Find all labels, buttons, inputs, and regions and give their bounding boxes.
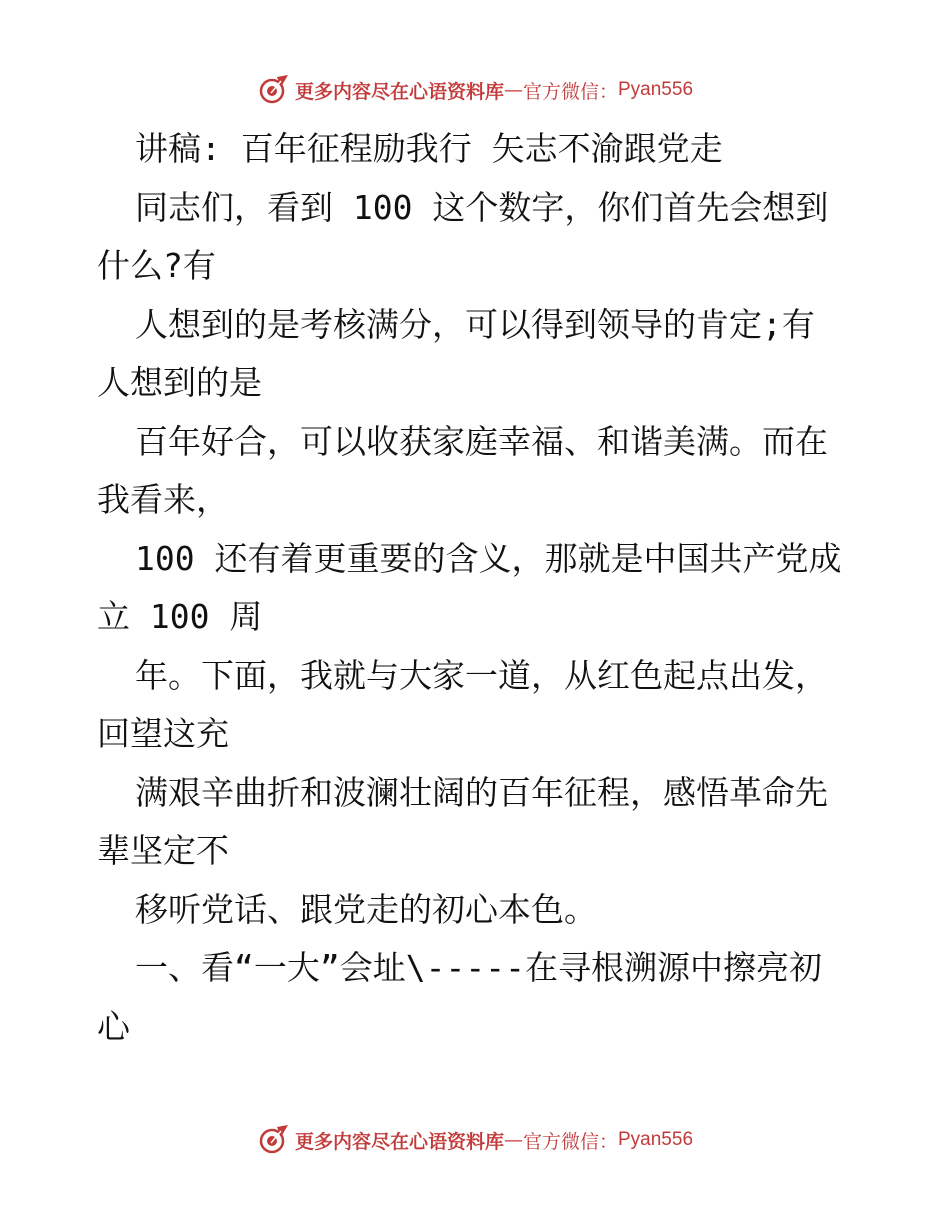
doc-line: 讲稿: 百年征程励我行 矢志不渝跟党走 <box>135 129 723 168</box>
document-body <box>97 120 857 1056</box>
header-separator: — <box>503 79 523 101</box>
doc-line: 100 还有着更重要的含义，那就是中国共产党成 <box>135 538 842 578</box>
doc-line: 百年好合，可以收获家庭幸福、和谐美满。而在 <box>135 421 828 461</box>
quill-logo-icon <box>257 73 291 107</box>
doc-line: 年。下面，我就与大家一道，从红色起点出发， <box>135 655 828 695</box>
doc-line: 什么?有 <box>97 246 216 285</box>
doc-line: 满艰辛曲折和波澜壮阔的百年征程，感悟革命先 <box>135 772 828 812</box>
doc-line: 人想到的是 <box>97 363 262 402</box>
doc-line: 回望这充 <box>97 714 229 753</box>
footer-wechat-id: Pyan556 <box>618 1129 694 1150</box>
footer-site-text: 更多内容尽在心语资料库 <box>294 1130 504 1153</box>
doc-line: 立 100 周 <box>97 597 263 636</box>
doc-line: 一、看“一大”会址\-----在寻根溯源中擦亮初 <box>135 948 822 987</box>
doc-line: 辈坚定不 <box>97 831 229 870</box>
doc-line: 心 <box>97 1006 130 1046</box>
header-wechat-label: 官方微信： <box>522 80 618 103</box>
header-site-text: 更多内容尽在心语资料库 <box>294 80 504 103</box>
footer-wechat-label: 官方微信： <box>522 1130 618 1153</box>
header-wechat-id: Pyan556 <box>618 79 694 100</box>
footer-banner <box>0 1120 950 1160</box>
doc-line: 移听党话、跟党走的初心本色。 <box>135 889 597 929</box>
header-banner <box>0 70 950 110</box>
doc-line: 我看来， <box>97 480 229 519</box>
doc-line: 人想到的是考核满分，可以得到领导的肯定;有 <box>135 304 815 344</box>
footer-separator: — <box>503 1129 523 1151</box>
doc-line: 同志们，看到 100 这个数字，你们首先会想到 <box>135 187 829 227</box>
quill-logo-icon <box>257 1123 291 1157</box>
